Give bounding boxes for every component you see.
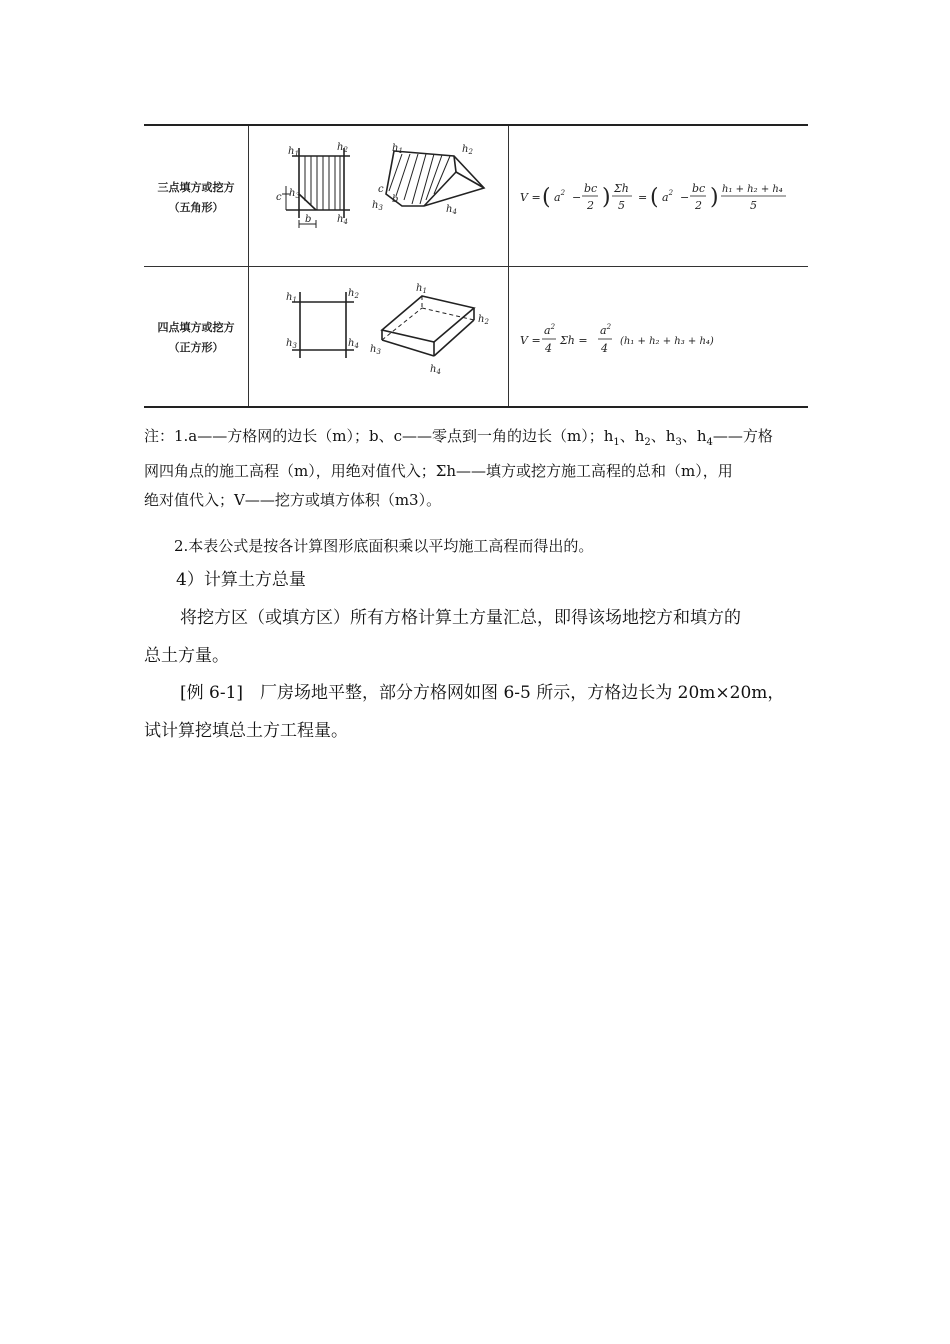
svg-text:=: = xyxy=(638,191,648,204)
note-2: 2.本表公式是按各计算图形底面积乘以平均施工高程而得出的。 xyxy=(174,537,594,555)
svg-text:a2: $a^2$ xyxy=(662,189,674,204)
pentagon-volume-formula xyxy=(518,166,798,226)
row-label-shape: （正方形） xyxy=(168,341,224,354)
svg-text:(h₁ + h₂ + h₃ + h₄): (h₁ + h₂ + h₃ + h₄) xyxy=(620,336,714,347)
svg-text:h3: $h_3$ xyxy=(289,188,300,200)
svg-text:h4: $h_4$ xyxy=(348,338,359,350)
square-volume-formula xyxy=(518,312,798,372)
svg-text:h1: $h_1$ xyxy=(392,143,403,155)
svg-text:b: b xyxy=(305,214,312,225)
svg-text:h2: $h_2$ xyxy=(478,314,489,326)
svg-text:2: 2 xyxy=(587,199,594,212)
svg-text:h4: $h_4$ xyxy=(446,204,457,216)
svg-text:5: 5 xyxy=(750,199,757,212)
svg-text:bc: bc xyxy=(584,182,598,195)
svg-text:c: c xyxy=(276,192,282,203)
svg-text:): ) xyxy=(710,185,719,210)
formula-table xyxy=(144,124,808,408)
row-label-shape: （五角形） xyxy=(168,201,224,214)
note-1 xyxy=(144,422,808,515)
svg-text:h3: $h_3$ xyxy=(370,344,381,356)
svg-text:h4: $h_4$ xyxy=(430,364,441,376)
svg-text:h2: $h_2$ xyxy=(348,288,359,300)
note-line: 网四角点的施工高程（m），用绝对值代入；Σh——填方或挖方施工高程的总和（m），用 xyxy=(144,462,733,480)
row-label-line: 三点填方或挖方 xyxy=(157,181,235,194)
svg-text:−: − xyxy=(572,191,582,204)
svg-text:h₁ + h₂ + h₄: h₁ + h₂ + h₄ xyxy=(722,184,783,195)
svg-text:V =: V = xyxy=(520,191,541,204)
svg-text:h4: $h_4$ xyxy=(337,214,348,226)
svg-text:(: ( xyxy=(650,185,659,210)
note-line: 绝对值代入；V——挖方或填方体积（m3）。 xyxy=(144,491,442,509)
svg-text:2: 2 xyxy=(695,199,702,212)
section-heading: 4）计算土方总量 xyxy=(176,570,306,590)
svg-text:c: c xyxy=(378,184,384,195)
svg-text:h1: $h_1$ xyxy=(286,292,297,304)
svg-text:h3: $h_3$ xyxy=(286,338,297,350)
svg-text:): ) xyxy=(602,185,611,210)
svg-text:bc: bc xyxy=(692,182,706,195)
svg-text:Σh =: Σh = xyxy=(560,334,588,347)
pentagon-figure xyxy=(274,136,494,246)
svg-text:a2: $a^2$ xyxy=(600,323,612,337)
square-figure xyxy=(274,278,494,378)
svg-text:4: 4 xyxy=(545,342,552,355)
svg-text:(: ( xyxy=(542,185,551,210)
svg-text:Σh: Σh xyxy=(614,182,629,195)
svg-text:h2: $h_2$ xyxy=(462,144,473,156)
row-label-line: 四点填方或挖方 xyxy=(157,321,235,334)
svg-text:4: 4 xyxy=(601,342,608,355)
svg-text:V =: V = xyxy=(520,334,541,347)
paragraph: 将挖方区（或填方区）所有方格计算土方量汇总，即得该场地挖方和填方的 xyxy=(180,608,741,628)
svg-text:h1: $h_1$ xyxy=(288,146,299,158)
row-divider xyxy=(144,266,808,267)
svg-text:5: 5 xyxy=(618,199,625,212)
svg-text:−: − xyxy=(680,191,690,204)
svg-text:h1: $h_1$ xyxy=(416,283,427,295)
paragraph: 总土方量。 xyxy=(144,646,229,666)
example-paragraph: 试计算挖填总土方工程量。 xyxy=(144,721,348,741)
row-label-three-point xyxy=(144,178,248,218)
example-paragraph: [例 6-1] 厂房场地平整，部分方格网如图 6-5 所示，方格边长为 20m×20m， xyxy=(180,683,785,703)
note-line: 注：1.a——方格网的边长（m）；b、c——零点到一角的边长（m）；$h_1$、$h_2$、$h_3$、$h_4——$方格 xyxy=(144,427,773,448)
svg-text:h3: $h_3$ xyxy=(372,200,383,212)
svg-text:h2: $h_2$ xyxy=(337,142,348,154)
row-label-four-point xyxy=(144,318,248,358)
svg-text:b: b xyxy=(392,194,399,205)
svg-text:a2: $a^2$ xyxy=(544,323,556,337)
svg-text:a2: $a^2$ xyxy=(554,189,566,204)
